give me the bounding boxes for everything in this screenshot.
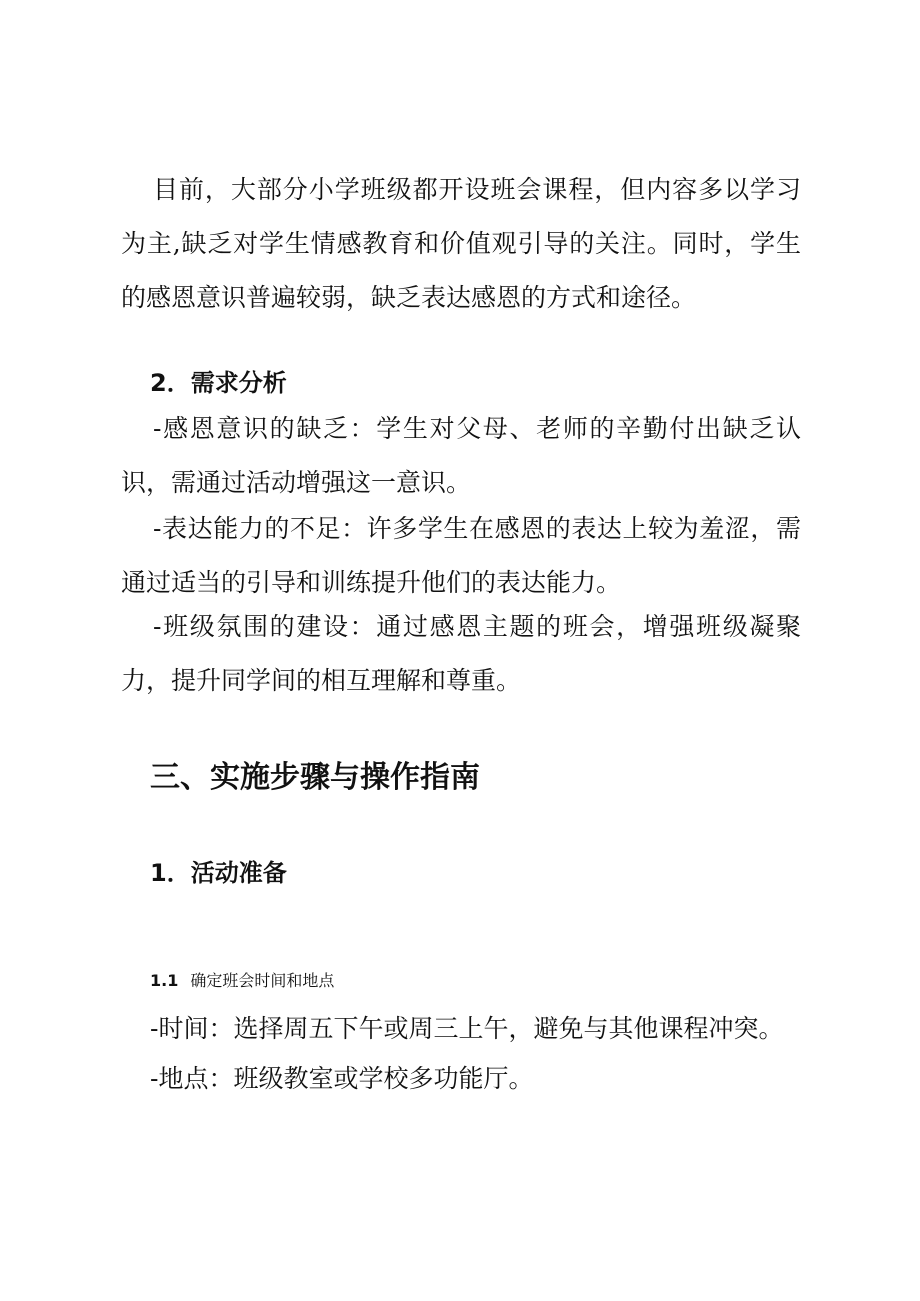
needs-point-gratitude-awareness: -感恩意识的缺乏：学生对父母、老师的辛勤付出缺乏认识，需通过活动增强这一意识。 bbox=[121, 414, 801, 497]
subsection-title: 确定班会时间和地点 bbox=[190, 971, 335, 990]
intro-paragraph: 目前，大部分小学班级都开设班会课程，但内容多以学习为主,缺乏对学生情感教育和价值观引导的关注。同时，学生的感恩意识普遍较弱，缺乏表达感恩的方式和途径。 bbox=[121, 175, 801, 312]
subsection-number: 1.1 bbox=[150, 971, 179, 990]
needs-point-expression-ability: -表达能力的不足：许多学生在感恩的表达上较为羞涩，需通过适当的引导和训练提升他们的表达能力。 bbox=[121, 514, 801, 597]
time-item: -时间：选择周五下午或周三上午，避免与其他课程冲突。 bbox=[150, 1014, 784, 1043]
activity-preparation-heading: 1．活动准备 bbox=[150, 859, 287, 887]
place-item: -地点：班级教室或学校多功能厅。 bbox=[150, 1064, 534, 1093]
subsection-time-place-heading bbox=[150, 970, 334, 992]
needs-point-class-atmosphere: -班级氛围的建设：通过感恩主题的班会，增强班级凝聚力，提升同学间的相互理解和尊重。 bbox=[121, 612, 801, 695]
needs-analysis-heading: 2．需求分析 bbox=[150, 369, 287, 397]
section-three-title: 三、实施步骤与操作指南 bbox=[150, 760, 480, 795]
